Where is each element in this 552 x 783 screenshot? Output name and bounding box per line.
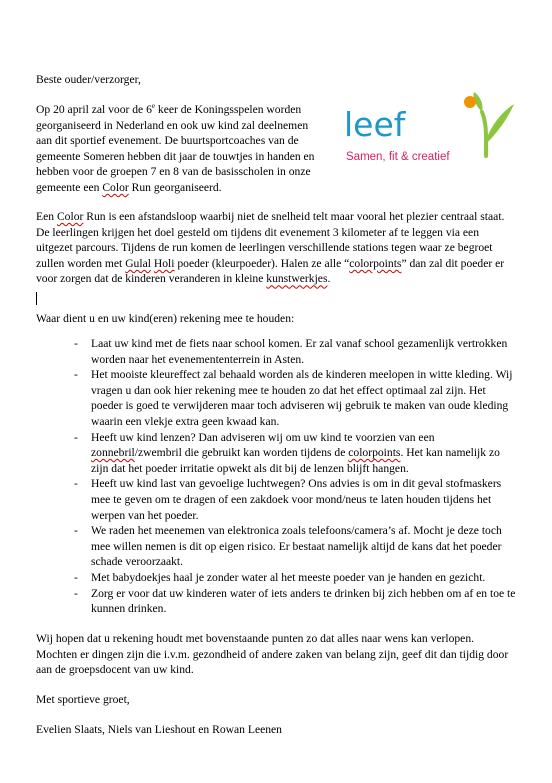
bullet-dash: - (74, 337, 78, 350)
text-cursor[interactable] (36, 292, 37, 305)
spellcheck-word: Holi (153, 256, 175, 270)
list-item (36, 570, 518, 586)
sign-off: Met sportieve groet, (36, 693, 130, 706)
para2-text-1: Een (36, 210, 57, 223)
bullet-dash: - (74, 368, 78, 382)
bullet-dash: - (74, 477, 78, 491)
spellcheck-word: Color (102, 180, 129, 194)
sprout-leaf-right (486, 104, 514, 144)
list-item (36, 476, 518, 523)
list-item-text: Heeft uw kind last van gevoelige luchtwegen? Ons advies is om in dit geval stofmaskers mee te geven om te dragen of een zakdoek voor mond/neus te laten houden tijdens het werpen van het poeder. (91, 477, 502, 522)
leef-logo-graphic (336, 88, 526, 170)
list-item (36, 586, 518, 617)
signature-names: Evelien Slaats, Niels van Lieshout en Rowan Leenen (36, 723, 282, 736)
list-item (36, 523, 518, 570)
spellcheck-word: colorpoints (349, 256, 402, 270)
intro-text-2: keer de Koningsspelen worden georganiseerd in Nederland en ook uw kind zal deelnemen aan dit sportief evenement. De buurtsportcoaches van de gemeente Someren hebben dit jaar de touwtjes in handen en hebben voor de groepen 7 en 8 van de basisscholen in onze gemeente een (36, 103, 315, 194)
para2-text-4: ” dan zal dit poeder er voor zorgen dat de kinderen veranderen in kleine (36, 256, 505, 286)
list-item-text: Heeft uw kind lenzen? Dan adviseren wij om uw kind te voorzien van een (91, 430, 435, 444)
list-item-text: /zwembril die gebruikt kan worden tijdens de (134, 446, 349, 460)
spellcheck-word: zonnebril (91, 446, 135, 460)
para2-text-2: Run is een afstandsloop waarbij niet de snelheid telt maar vooral het plezier centraal staat. De leerlingen krijgen het doel gesteld om tijdens dit evenement 3 kilometer af te leggen via een uitgezet parcours. Tijdens de run komen de leerlingen verschillende stations tegen waar ze begroet zullen worden met (36, 210, 505, 270)
logo-tagline: Samen, fit & creatief (346, 151, 450, 163)
logo-word: leef (344, 105, 406, 144)
checklist-heading: Waar dient u en uw kind(eren) rekening mee te houden: (36, 312, 295, 325)
checklist (36, 336, 518, 617)
list-item-text: Laat uw kind met de fiets naar school komen. Er zal vanaf school gezamenlijk vertrokken worden naar het evenemententerrein in Asten. (91, 337, 508, 366)
intro-text-3: Run georganiseerd. (128, 180, 222, 194)
para2-text-3: poeder (kleurpoeder). Halen ze alle “ (174, 256, 350, 270)
bullet-dash: - (74, 524, 78, 538)
list-item (36, 367, 518, 429)
list-item-text: Met babydoekjes haal je zonder water al het meeste poeder van je handen en gezicht. (91, 570, 486, 584)
list-item-text: Het mooiste kleureffect zal behaald worden als de kinderen meelopen in witte kleding. Wij vragen u dan ook hier rekening mee te houden zo dat het effect optimaal zal zijn. Het poeder is goed te verwijderen maar toch adviseren wij gebruik te maken van oude kleding waarin een vlekje extra geen kwaad kan. (91, 368, 513, 428)
color-run-paragraph (36, 209, 518, 287)
bullet-dash: - (74, 570, 78, 584)
intro-paragraph (36, 102, 326, 196)
list-item (36, 336, 518, 367)
list-item (36, 430, 518, 477)
spellcheck-word: Gulal (125, 256, 151, 270)
list-item-text: Zorg er voor dat uw kinderen water of iets anders te drinken bij zich hebben om af en toe te kunnen drinken. (91, 586, 516, 616)
sprout-dot-orange (464, 96, 476, 108)
spellcheck-word: kunstwerkjes (266, 272, 328, 286)
bullet-dash: - (74, 586, 78, 600)
greeting: Beste ouder/verzorger, (36, 73, 141, 86)
bullet-dash: - (74, 430, 78, 444)
list-item-text: We raden het meenemen van elektronica zoals telefoons/camera’s af. Mocht je deze toch mee willen nemen is dit op eigen risico. Er bestaat namelijk altijd de kans dat het poeder schade veroorzaakt. (91, 524, 502, 569)
leef-logo (336, 88, 526, 170)
ordinal-suffix: e (151, 102, 156, 111)
spellcheck-word: Color (56, 210, 84, 223)
intro-text-1: Op 20 april zal voor de 6 (36, 103, 152, 116)
closing-paragraph: Wij hopen dat u rekening houdt met bovenstaande punten zo dat alles naar wens kan verlopen. Mochten er dingen zijn die i.v.m. gezondheid of andere zaken van belang zijn, geef dit dan tijdig door aan de groepsdocent van uw kind. (36, 632, 509, 677)
para2-text-5: . (327, 272, 331, 286)
sprout-stem (482, 112, 486, 156)
spellcheck-word: colorpoints (348, 446, 401, 460)
list-item-text: . Het kan namelijk zo zijn dat het poeder irritatie opwekt als dit bij de lenzen blijft hangen. (91, 446, 500, 475)
